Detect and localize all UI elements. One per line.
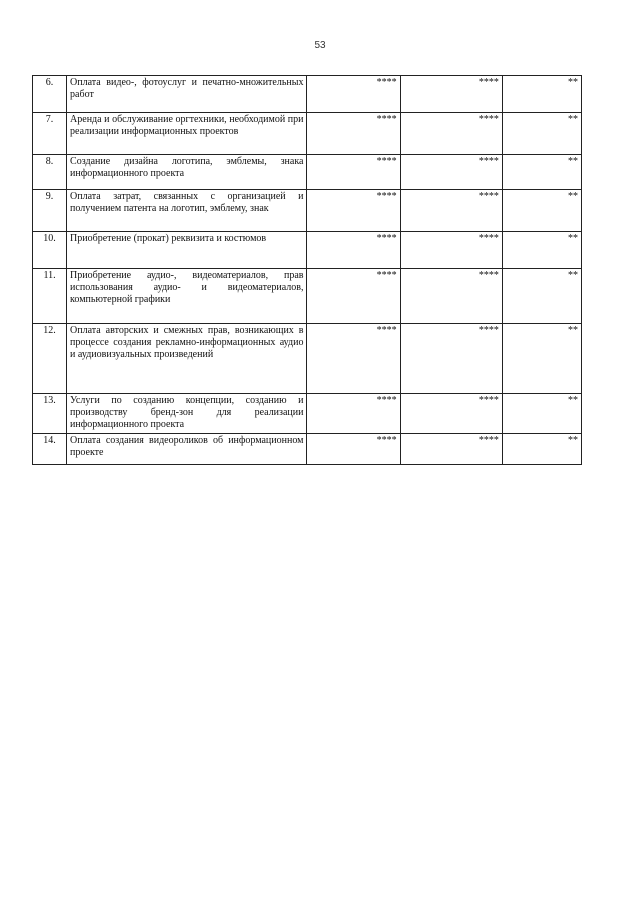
row-value-col2: ****	[400, 113, 502, 155]
row-value-col2: ****	[400, 232, 502, 269]
row-value-col1: ****	[307, 394, 400, 434]
row-value-col2: ****	[400, 324, 502, 394]
row-number: 10.	[33, 232, 67, 269]
row-value-col3: **	[502, 269, 581, 324]
row-description: Приобретение (прокат) реквизита и костюмов	[67, 232, 307, 269]
table-row	[33, 269, 582, 324]
row-value-col1: ****	[307, 155, 400, 190]
row-value-col1: ****	[307, 76, 400, 113]
table-row	[33, 76, 582, 113]
row-number: 14.	[33, 434, 67, 465]
row-value-col1: ****	[307, 324, 400, 394]
row-description: Оплата затрат, связанных с организацией и получением патента на логотип, эмблему, знак	[67, 190, 307, 232]
row-value-col2: ****	[400, 269, 502, 324]
budget-table	[32, 75, 582, 465]
row-description: Аренда и обслуживание оргтехники, необходимой при реализации информационных проектов	[67, 113, 307, 155]
row-value-col2: ****	[400, 190, 502, 232]
row-number: 7.	[33, 113, 67, 155]
row-value-col2: ****	[400, 394, 502, 434]
table-row	[33, 155, 582, 190]
row-value-col2: ****	[400, 155, 502, 190]
row-value-col1: ****	[307, 113, 400, 155]
table-row	[33, 113, 582, 155]
row-value-col3: **	[502, 155, 581, 190]
row-description: Приобретение аудио-, видеоматериалов, прав использования аудио- и видеоматериалов, компьютерной графики	[67, 269, 307, 324]
row-value-col1: ****	[307, 434, 400, 465]
table-row	[33, 232, 582, 269]
row-value-col2: ****	[400, 434, 502, 465]
table-row	[33, 394, 582, 434]
table-row	[33, 324, 582, 394]
row-number: 6.	[33, 76, 67, 113]
table-row	[33, 434, 582, 465]
page-number: 53	[314, 40, 326, 51]
row-description: Оплата видео-, фотоуслуг и печатно-множительных работ	[67, 76, 307, 113]
row-number: 8.	[33, 155, 67, 190]
row-value-col2: ****	[400, 76, 502, 113]
row-value-col3: **	[502, 324, 581, 394]
row-value-col3: **	[502, 76, 581, 113]
row-value-col1: ****	[307, 232, 400, 269]
row-number: 13.	[33, 394, 67, 434]
row-value-col3: **	[502, 232, 581, 269]
row-description: Услуги по созданию концепции, созданию и производству бренд-зон для реализации информационного проекта	[67, 394, 307, 434]
row-value-col3: **	[502, 394, 581, 434]
row-number: 9.	[33, 190, 67, 232]
row-value-col3: **	[502, 190, 581, 232]
row-description: Оплата создания видеороликов об информационном проекте	[67, 434, 307, 465]
table-row	[33, 190, 582, 232]
row-number: 11.	[33, 269, 67, 324]
row-description: Оплата авторских и смежных прав, возникающих в процессе создания рекламно-информационных аудио и аудиовизуальных произведений	[67, 324, 307, 394]
row-value-col3: **	[502, 113, 581, 155]
row-value-col1: ****	[307, 190, 400, 232]
row-value-col3: **	[502, 434, 581, 465]
row-number: 12.	[33, 324, 67, 394]
row-description: Создание дизайна логотипа, эмблемы, знака информационного проекта	[67, 155, 307, 190]
row-value-col1: ****	[307, 269, 400, 324]
